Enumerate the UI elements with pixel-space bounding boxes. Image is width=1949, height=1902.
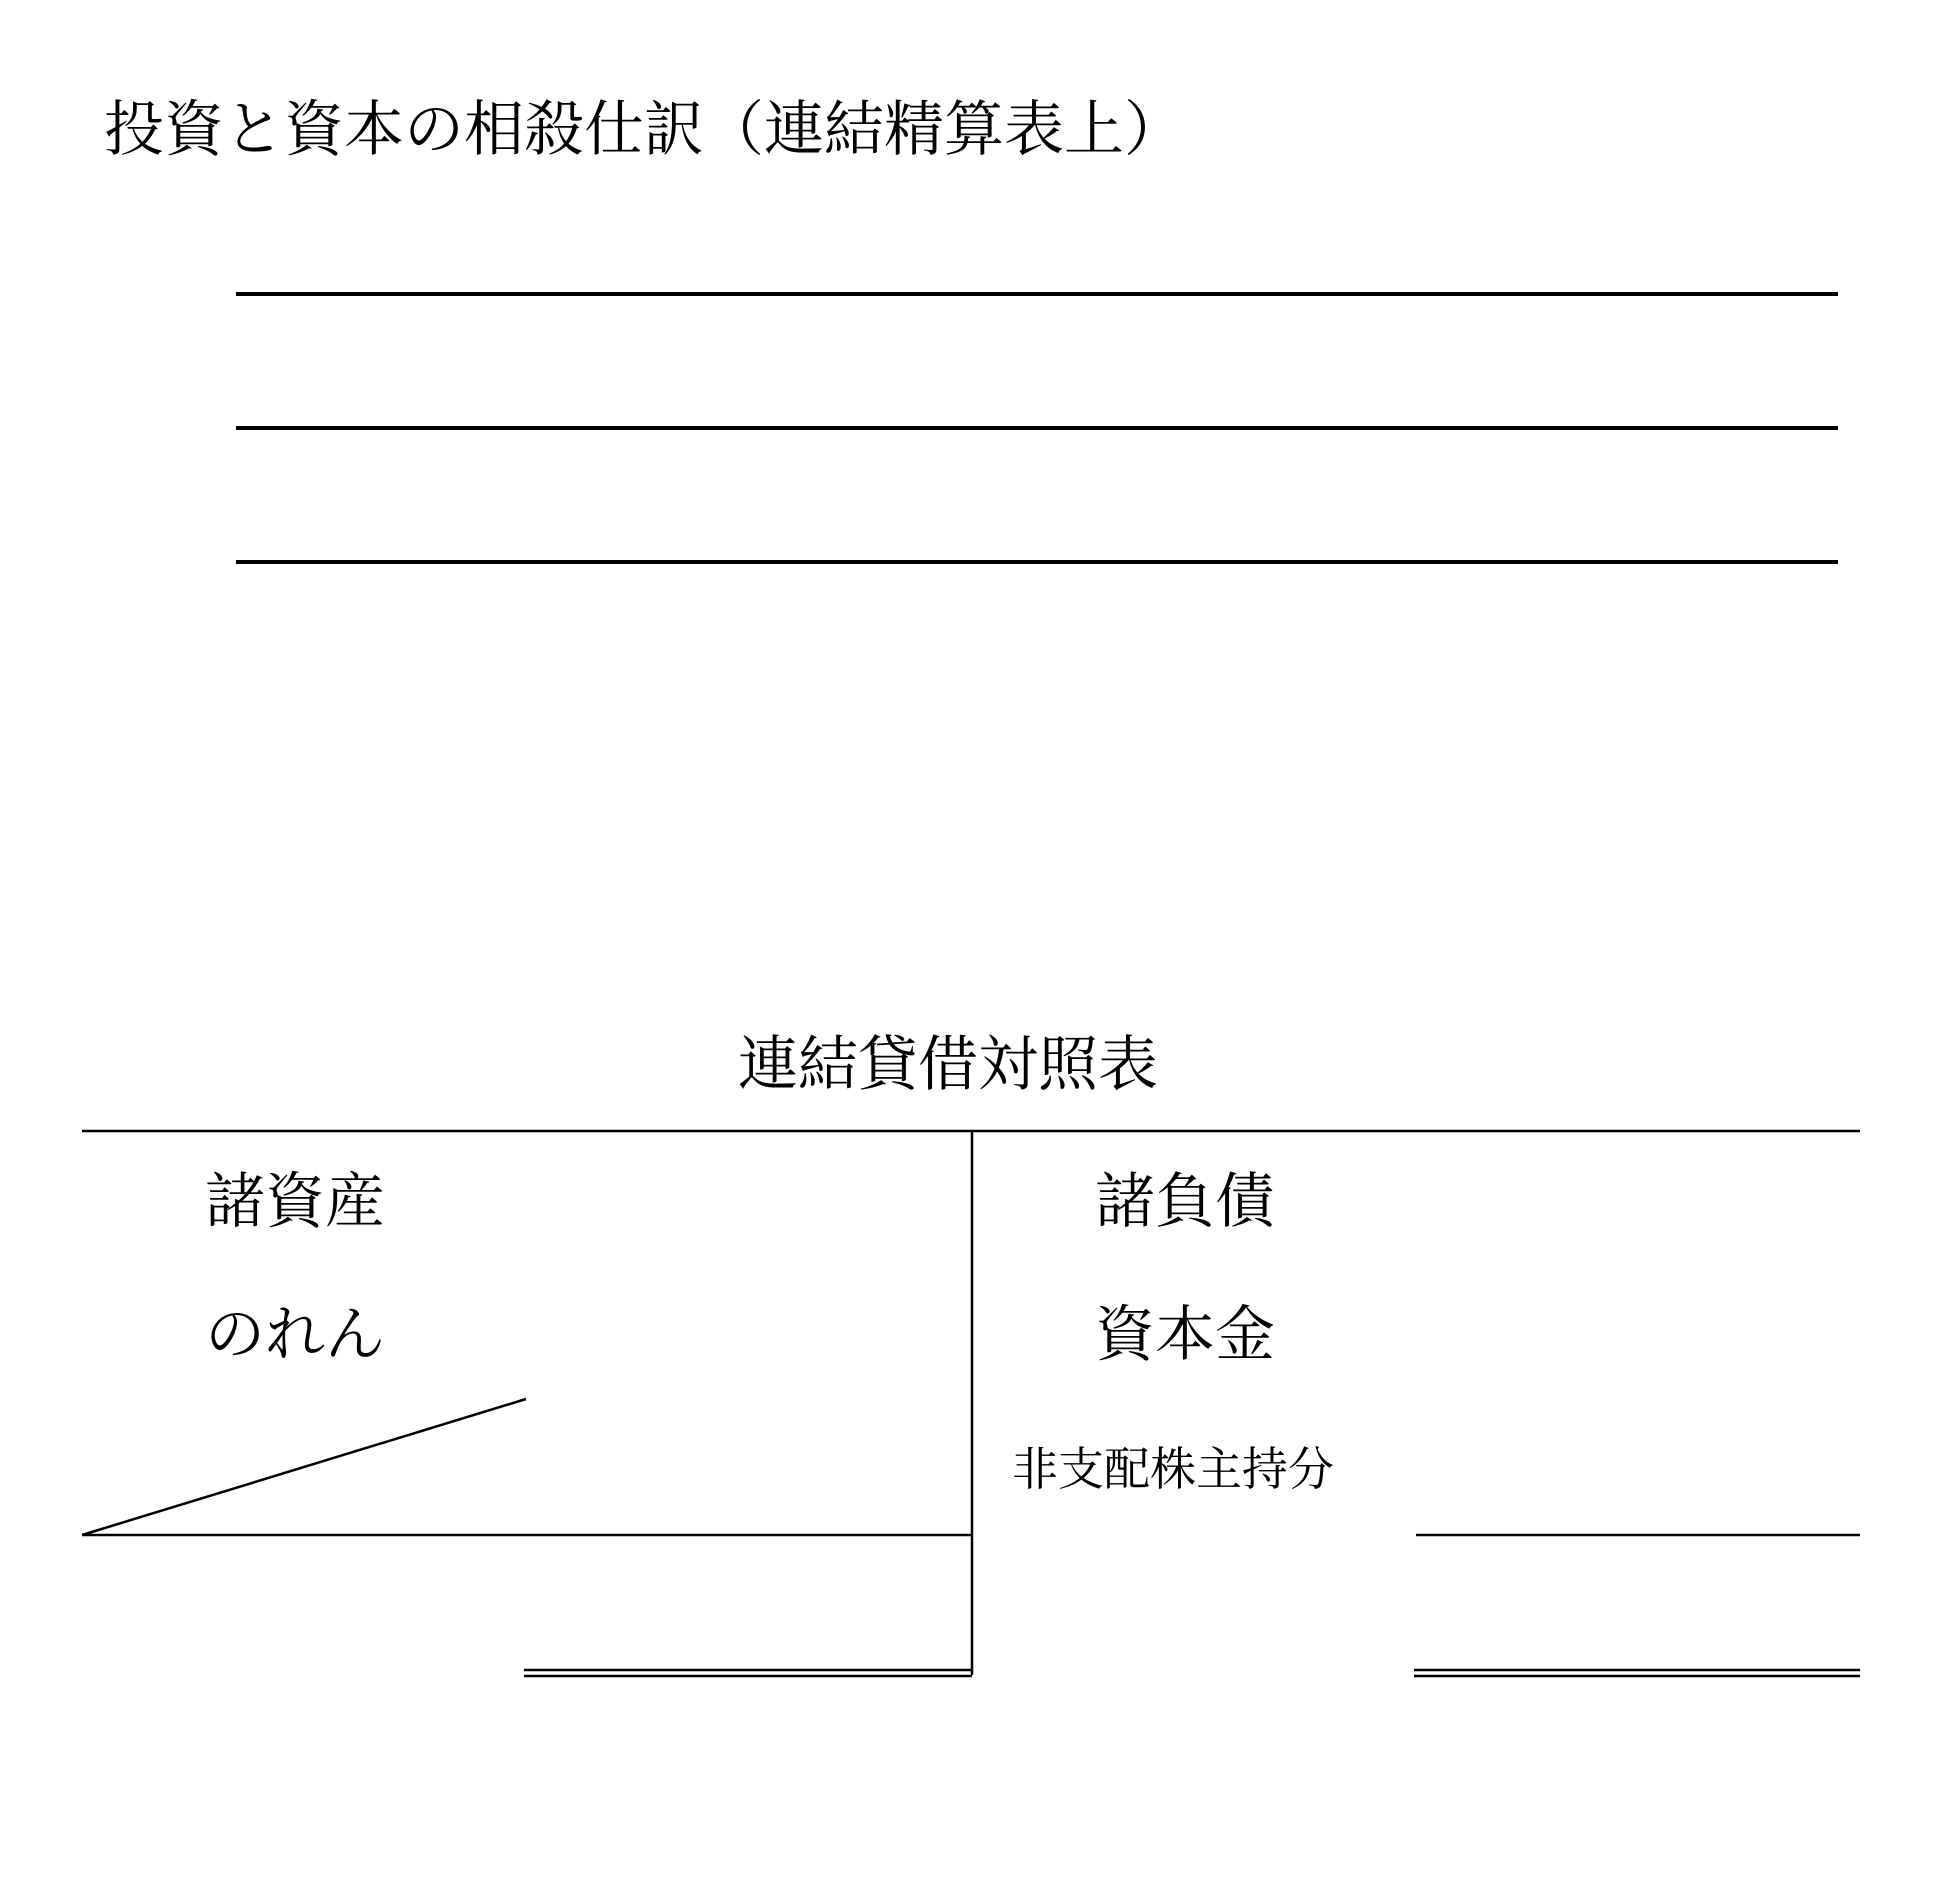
- credit-item-non-controlling-interest: 非支配株主持分: [1012, 1442, 1334, 1496]
- balance-sheet-title: 連結貸借対照表: [738, 1030, 1158, 1100]
- credit-item-capital: 資本金: [1095, 1300, 1275, 1370]
- debit-item-assets: 諸資産: [205, 1167, 385, 1237]
- page-title: 投資と資本の相殺仕訳（連結精算表上）: [104, 95, 1184, 165]
- credit-item-liabilities: 諸負債: [1095, 1167, 1275, 1237]
- debit-blank-diagonal: [82, 1399, 526, 1535]
- debit-item-goodwill: のれん: [205, 1300, 385, 1370]
